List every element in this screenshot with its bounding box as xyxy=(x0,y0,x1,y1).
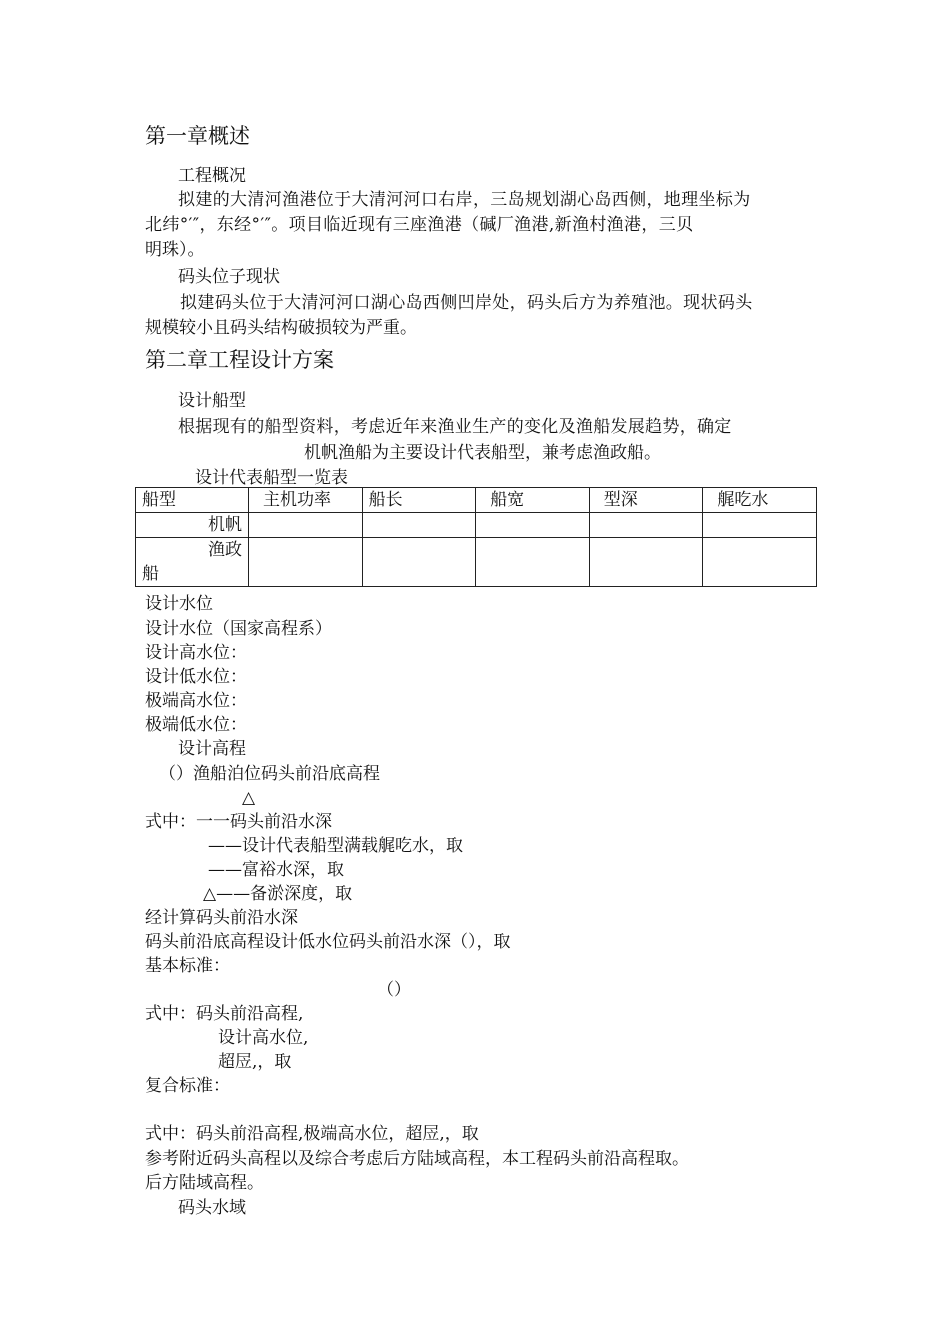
table-cell-line: 船 xyxy=(142,564,159,584)
section-heading: 设计高程 xyxy=(178,739,246,759)
table-cell xyxy=(476,538,590,587)
table-header-cell: 船型 xyxy=(136,488,249,513)
text-line: 极端高水位： xyxy=(145,691,247,711)
section-heading: 工程概况 xyxy=(178,166,246,186)
text-line: 极端低水位： xyxy=(145,715,247,735)
table-cell: 机帆 xyxy=(136,513,249,538)
paragraph-line: 根据现有的船型资料，考虑近年来渔业生产的变化及渔船发展趋势，确定 xyxy=(178,417,732,437)
triangle-symbol: △ xyxy=(242,788,256,808)
table-cell xyxy=(249,538,363,587)
paragraph-line: 北纬°′″，东经°′″。项目临近现有三座渔港（碱厂渔港,新渔村渔港，三贝 xyxy=(145,215,694,235)
text-line: 后方陆域高程。 xyxy=(145,1173,264,1193)
subsection-heading: （）渔船泊位码头前沿底高程 xyxy=(159,764,380,784)
formula-line: 式中：码头前沿高程,极端高水位，超㞐,，取 xyxy=(145,1124,479,1144)
formula-line: 超㞐,，取 xyxy=(218,1052,292,1072)
text-line: 码头前沿底高程设计低水位码头前沿水深（），取 xyxy=(145,932,511,952)
table-header-cell: 艉吃水 xyxy=(703,488,817,513)
table-cell xyxy=(589,538,703,587)
table-header-cell: 主机功率 xyxy=(249,488,363,513)
table-cell xyxy=(362,538,476,587)
formula-line: ——富裕水深，取 xyxy=(208,860,344,880)
paren-text: （） xyxy=(377,980,411,1000)
text-line: 设计水位（国家高程系） xyxy=(145,619,332,639)
text-line: 参考附近码头高程以及综合考虑后方陆域高程，本工程码头前沿高程取。 xyxy=(145,1149,689,1169)
text-line: 复合标准： xyxy=(145,1076,230,1096)
paragraph-line: 机帆渔船为主要设计代表船型，兼考虑渔政船。 xyxy=(304,443,661,463)
table-cell xyxy=(249,513,363,538)
table-cell xyxy=(703,538,817,587)
table-header-cell: 型深 xyxy=(589,488,703,513)
chapter-2-title: 第二章工程设计方案 xyxy=(145,348,334,372)
text-line: 经计算码头前沿水深 xyxy=(145,908,298,928)
table-cell xyxy=(136,538,249,587)
ship-type-table xyxy=(135,487,817,587)
table-cell xyxy=(476,513,590,538)
table-row xyxy=(136,513,817,538)
section-heading: 码头位子现状 xyxy=(178,267,280,287)
formula-line: ——设计代表船型满载艉吃水，取 xyxy=(208,836,463,856)
paragraph-line: 规模较小且码头结构破损较为严重。 xyxy=(145,318,417,338)
table-header-cell: 船宽 xyxy=(476,488,590,513)
text-line: 基本标准： xyxy=(145,956,230,976)
formula-line: 式中：码头前沿高程, xyxy=(145,1004,304,1024)
section-heading: 设计船型 xyxy=(178,391,246,411)
section-heading: 码头水域 xyxy=(178,1198,246,1218)
table-title: 设计代表船型一览表 xyxy=(195,468,348,488)
formula-line: △——备淤深度，取 xyxy=(203,884,353,904)
formula-line: 式中：一一码头前沿水深 xyxy=(145,812,332,832)
paragraph-line: 拟建码头位于大清河河口湖心岛西侧凹岸处，码头后方为养殖池。现状码头 xyxy=(180,293,753,313)
table-cell xyxy=(362,513,476,538)
table-cell xyxy=(589,513,703,538)
chapter-1-title: 第一章概述 xyxy=(145,124,250,148)
table-row xyxy=(136,538,817,587)
table-cell xyxy=(703,513,817,538)
paragraph-line: 明珠）。 xyxy=(145,240,205,260)
table-header-cell: 船长 xyxy=(362,488,476,513)
text-line: 设计高水位： xyxy=(145,643,247,663)
table-header-row xyxy=(136,488,817,513)
text-line: 设计低水位： xyxy=(145,667,247,687)
formula-line: 设计高水位, xyxy=(218,1028,309,1048)
table-cell-line: 渔政 xyxy=(208,540,242,560)
text-line: 设计水位 xyxy=(145,594,213,614)
paragraph-line: 拟建的大清河渔港位于大清河河口右岸，三岛规划湖心岛西侧，地理坐标为 xyxy=(178,190,751,210)
